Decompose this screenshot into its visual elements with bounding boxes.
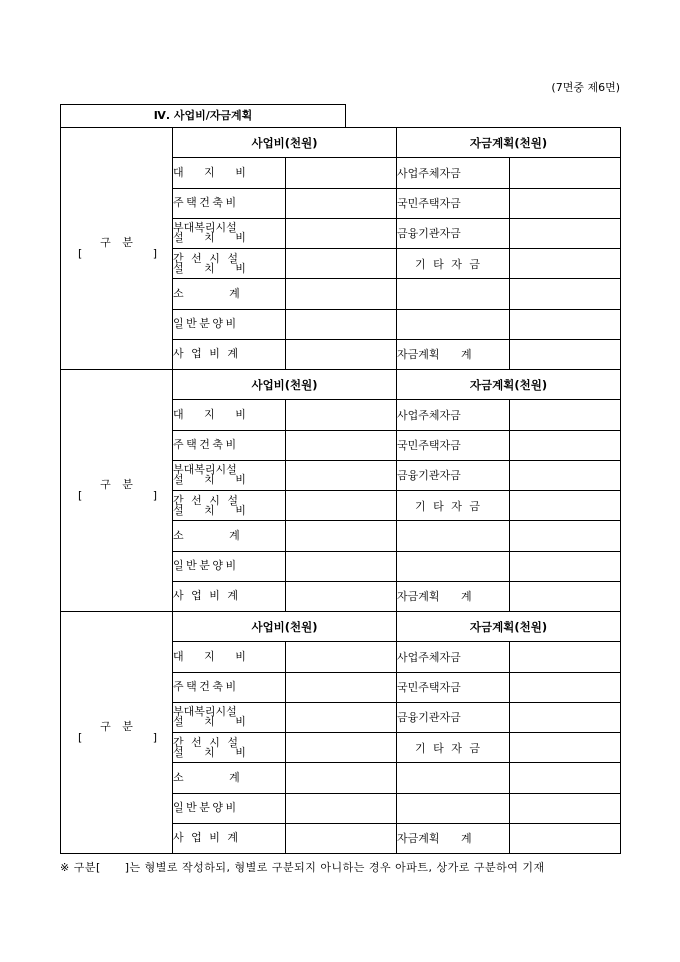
cost-item-label-line: 소 계 (173, 770, 240, 784)
bracket-open: [ (78, 488, 83, 502)
category-brackets (61, 490, 172, 502)
cost-item-label (173, 823, 286, 853)
cost-header: 사업비(천원) (173, 128, 397, 158)
bracket-close: ] (152, 730, 157, 744)
cost-item-label (173, 551, 286, 581)
bracket-close: ] (152, 246, 157, 260)
cost-item-label (173, 763, 286, 793)
cost-item-label (173, 642, 286, 672)
cost-item-label-line: 부대복리시설 (173, 463, 237, 477)
fund-amount-cell (510, 188, 621, 218)
cost-item-label (173, 279, 286, 309)
fund-item-label: 자금계획 계 (397, 581, 510, 611)
category-brackets (61, 248, 172, 260)
cost-item-label (173, 460, 286, 490)
cost-amount-cell (286, 460, 397, 490)
fund-amount-cell (510, 581, 621, 611)
fund-item-label: 국민주택자금 (397, 188, 510, 218)
fund-item-label: 금융기관자금 (397, 702, 510, 732)
cost-item-label-line: 부대복리시설 (173, 705, 237, 719)
cost-item-label-line: 일반분양비 (173, 317, 239, 331)
cost-item-label-line: 간 선 시 설 (173, 493, 238, 507)
fund-item-label: 기 타 자 금 (397, 733, 510, 763)
fund-amount-cell (510, 249, 621, 279)
cost-item-label-line: 설 치 비 (173, 261, 246, 275)
fund-amount-cell (510, 491, 621, 521)
block-header-row (61, 128, 621, 158)
cost-item-label-line: 일반분양비 (173, 801, 239, 815)
cost-amount-cell (286, 218, 397, 248)
fund-item-label: 사업주체자금 (397, 642, 510, 672)
fund-amount-cell (510, 823, 621, 853)
fund-amount-cell (510, 430, 621, 460)
category-brackets (61, 732, 172, 744)
cost-amount-cell (286, 249, 397, 279)
cost-item-label-line: 설 치 비 (173, 231, 246, 245)
fund-amount-cell (510, 702, 621, 732)
fund-item-label: 금융기관자금 (397, 218, 510, 248)
cost-amount-cell (286, 793, 397, 823)
cost-amount-cell (286, 823, 397, 853)
cost-item-label (173, 430, 286, 460)
fund-item-label: 국민주택자금 (397, 672, 510, 702)
fund-amount-cell (510, 279, 621, 309)
cost-amount-cell (286, 733, 397, 763)
cost-item-label-line: 사 업 비 계 (173, 831, 238, 845)
category-label: 구 분 (100, 719, 133, 733)
fund-amount-cell (510, 309, 621, 339)
cost-amount-cell (286, 521, 397, 551)
cost-item-label-line: 주택건축비 (173, 680, 239, 694)
cost-amount-cell (286, 400, 397, 430)
cost-item-label-line: 사 업 비 계 (173, 347, 238, 361)
cost-item-label (173, 491, 286, 521)
fund-item-label: 사업주체자금 (397, 400, 510, 430)
cost-item-label (173, 521, 286, 551)
cost-item-label-line: 설 치 비 (173, 473, 246, 487)
cost-item-label-line: 일반분양비 (173, 559, 239, 573)
fund-amount-cell (510, 672, 621, 702)
cost-header: 사업비(천원) (173, 612, 397, 642)
cost-amount-cell (286, 279, 397, 309)
fund-amount-cell (510, 642, 621, 672)
category-label: 구 분 (100, 477, 133, 491)
fund-item-label: 자금계획 계 (397, 823, 510, 853)
cost-item-label-line: 간 선 시 설 (173, 251, 238, 265)
fund-amount-cell (510, 158, 621, 188)
fund-amount-cell (510, 460, 621, 490)
cost-header: 사업비(천원) (173, 370, 397, 400)
cost-amount-cell (286, 430, 397, 460)
project-cost-fund-plan-table (60, 127, 621, 854)
category-cell (61, 128, 173, 370)
cost-item-label (173, 339, 286, 369)
cost-amount-cell (286, 339, 397, 369)
cost-amount-cell (286, 309, 397, 339)
fund-amount-cell (510, 793, 621, 823)
cost-item-label (173, 218, 286, 248)
section-title: Ⅳ. 사업비/자금계획 (60, 104, 346, 127)
cost-item-label-line: 소 계 (173, 528, 240, 542)
cost-item-label-line: 소 계 (173, 286, 240, 300)
fund-item-label: 금융기관자금 (397, 460, 510, 490)
category-cell (61, 370, 173, 612)
fund-header: 자금계획(천원) (397, 612, 621, 642)
fund-amount-cell (510, 551, 621, 581)
fund-item-label (397, 521, 510, 551)
fund-header: 자금계획(천원) (397, 128, 621, 158)
cost-item-label (173, 158, 286, 188)
cost-item-label (173, 793, 286, 823)
fund-amount-cell (510, 400, 621, 430)
fund-amount-cell (510, 763, 621, 793)
cost-item-label-line: 대 지 비 (173, 165, 246, 179)
fund-amount-cell (510, 521, 621, 551)
fund-item-label: 국민주택자금 (397, 430, 510, 460)
fund-item-label: 자금계획 계 (397, 339, 510, 369)
footnote: ※ 구분[ ]는 형별로 작성하되, 형별로 구분되지 아니하는 경우 아파트, 상가로 구분하여 기재 (60, 861, 545, 874)
category-cell (61, 612, 173, 854)
cost-amount-cell (286, 763, 397, 793)
cost-item-label (173, 188, 286, 218)
cost-amount-cell (286, 551, 397, 581)
block-header-row (61, 612, 621, 642)
fund-item-label: 기 타 자 금 (397, 491, 510, 521)
cost-item-label-line: 사 업 비 계 (173, 589, 238, 603)
block-header-row (61, 370, 621, 400)
cost-amount-cell (286, 702, 397, 732)
fund-amount-cell (510, 733, 621, 763)
bracket-close: ] (152, 488, 157, 502)
cost-amount-cell (286, 158, 397, 188)
cost-amount-cell (286, 581, 397, 611)
cost-item-label-line: 설 치 비 (173, 715, 246, 729)
cost-amount-cell (286, 188, 397, 218)
fund-item-label (397, 309, 510, 339)
page-number-label: (7면중 제6면) (551, 81, 620, 94)
cost-item-label (173, 309, 286, 339)
cost-item-label (173, 581, 286, 611)
fund-amount-cell (510, 339, 621, 369)
fund-item-label (397, 763, 510, 793)
cost-item-label (173, 672, 286, 702)
fund-item-label: 사업주체자금 (397, 158, 510, 188)
cost-item-label-line: 설 치 비 (173, 503, 246, 517)
cost-item-label-line: 대 지 비 (173, 649, 246, 663)
cost-item-label-line: 대 지 비 (173, 407, 246, 421)
cost-item-label-line: 주택건축비 (173, 196, 239, 210)
cost-item-label-line: 간 선 시 설 (173, 735, 238, 749)
fund-item-label: 기 타 자 금 (397, 249, 510, 279)
bracket-open: [ (78, 246, 83, 260)
cost-item-label-line: 주택건축비 (173, 438, 239, 452)
cost-item-label (173, 702, 286, 732)
cost-amount-cell (286, 672, 397, 702)
cost-amount-cell (286, 491, 397, 521)
cost-item-label (173, 733, 286, 763)
fund-item-label (397, 279, 510, 309)
cost-item-label-line: 부대복리시설 (173, 221, 237, 235)
table-body (61, 128, 621, 854)
fund-item-label (397, 551, 510, 581)
bracket-open: [ (78, 730, 83, 744)
fund-header: 자금계획(천원) (397, 370, 621, 400)
fund-amount-cell (510, 218, 621, 248)
fund-item-label (397, 793, 510, 823)
cost-item-label (173, 249, 286, 279)
cost-item-label (173, 400, 286, 430)
cost-item-label-line: 설 치 비 (173, 745, 246, 759)
category-label: 구 분 (100, 235, 133, 249)
cost-amount-cell (286, 642, 397, 672)
